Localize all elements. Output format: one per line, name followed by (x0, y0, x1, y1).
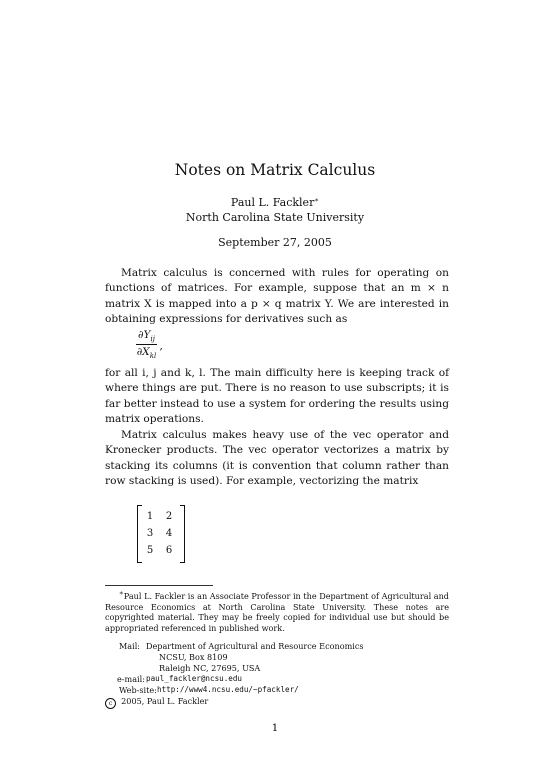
matrix-cell: 6 (165, 545, 173, 556)
matrix-cell: 1 (146, 511, 154, 522)
footnote-rule (105, 585, 213, 586)
footnote-mail-label: Mail: (119, 641, 141, 651)
author-name (0, 196, 550, 209)
paper-date: September 27, 2005 (218, 236, 332, 249)
copyright-icon: c (105, 698, 116, 709)
footnote-web-label: Web-site: (119, 685, 157, 695)
matrix-cell: 5 (146, 545, 154, 556)
footnote-mark: ∗ (119, 589, 124, 597)
derivative-denominator: $\partial X_{kl}$ (136, 346, 157, 361)
matrix-cell: 4 (165, 528, 173, 539)
author-affiliation: North Carolina State University (185, 211, 365, 224)
paragraph-intro: Matrix calculus is concerned with rules for operating on functions of matrices. For example, suppose that an m × n matrix X is mapped into a p × q matrix Y. We are interested in obtaining expressions for derivatives such as (105, 267, 449, 326)
footnote-email[interactable]: paul_fackler@ncsu.edu (146, 674, 243, 683)
paper-title: Notes on Matrix Calculus (174, 161, 376, 179)
matrix-cell: 3 (146, 528, 154, 539)
derivative-comma: , (159, 340, 163, 352)
footnote-web-url[interactable]: http://www4.ncsu.edu/~pfackler/ (157, 685, 299, 694)
author-text: Paul L. Fackler (230, 196, 315, 209)
footnote-mail-line3: Raleigh NC, 27695, USA (159, 663, 261, 673)
footnote-mail-line1: Department of Agricultural and Resource Economics (146, 641, 364, 651)
derivative-expression (136, 329, 163, 361)
footnote-mail-line2: NCSU, Box 8109 (159, 652, 228, 662)
paragraph-subscripts: for all i, j and k, l. The main difficulty here is keeping track of where things are put. There is no reason to use subscripts; it is far better instead to use a system for ordering the results using matrix operations. (105, 367, 449, 426)
page-number: 1 (271, 722, 279, 734)
footnote-email-label: e-mail: (117, 674, 145, 684)
author-footnote-mark: ∗ (314, 196, 320, 204)
footnote-copyright: c 2005, Paul L. Fackler (105, 696, 208, 709)
matrix-cell: 2 (165, 511, 173, 522)
example-matrix (137, 505, 185, 563)
footnote-text: ∗Paul L. Fackler is an Associate Professor in the Department of Agricultural and Resource Economics at North Carolina State University. These notes are copyrighted material. They may be freely copied for individual use but should be appropriated referenced in published work. (105, 589, 449, 633)
derivative-numerator: $\partial Y_{ij}$ (138, 329, 155, 344)
paragraph-vec-operator: Matrix calculus makes heavy use of the vec operator and Kronecker products. The vec operator vectorizes a matrix by stacking its columns (it is convention that column rather than row stacking is used). For example, vectorizing the matrix (105, 429, 449, 488)
